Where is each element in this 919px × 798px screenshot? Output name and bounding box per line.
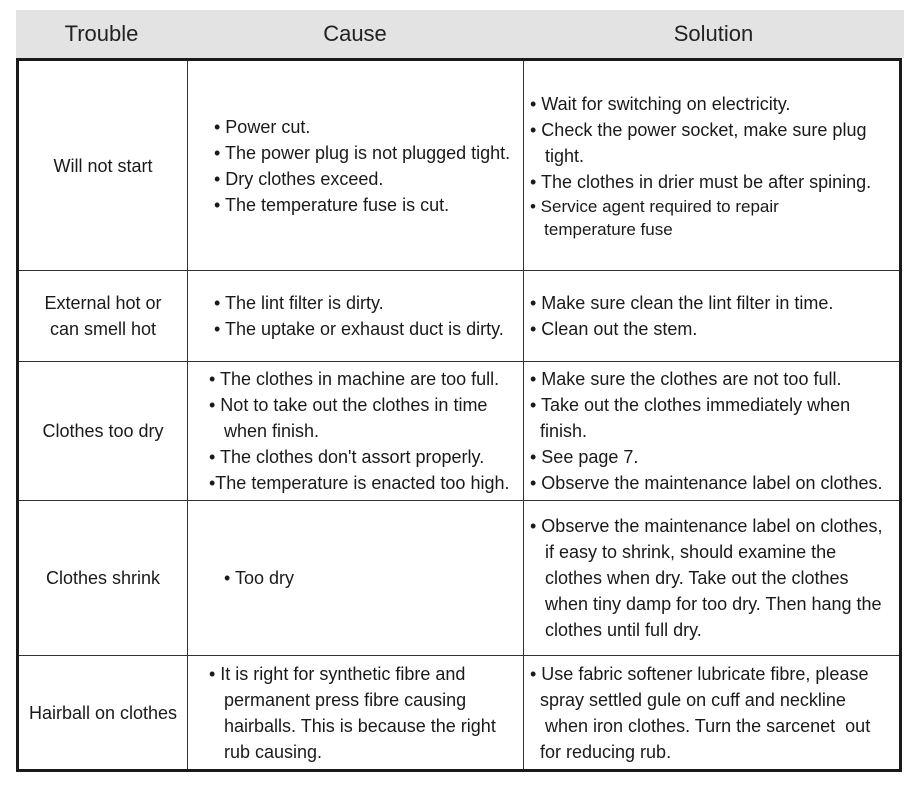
solution-item: • Take out the clothes immediately when [530,395,851,415]
solution-item: • Make sure clean the lint filter in time. [530,293,834,313]
cause-item: • The clothes don't assort properly. [209,447,485,467]
solution-item: • Wait for switching on electricity. [530,93,791,114]
solution-item: • Check the power socket, make sure plug [530,119,867,140]
header-trouble: Trouble [64,21,139,46]
column-divider [523,61,524,769]
cause-cell [209,656,519,769]
solution-item: tight. [530,145,585,166]
cause-item: • Dry clothes exceed. [214,168,384,189]
solution-item: • See page 7. [530,447,639,467]
cause-item: •The temperature is enacted too high. [209,473,510,493]
solution-cell [530,61,902,270]
column-divider [187,61,188,769]
cause-item: • Too dry [224,568,295,588]
solution-item: temperature fuse [530,219,673,239]
cause-item: rub causing. [209,741,323,762]
solution-item: • Use fabric softener lubricate fibre, please [530,663,869,684]
header-cause: Cause [323,21,387,46]
cause-item: • The lint filter is dirty. [214,293,384,313]
cause-item: • The power plug is not plugged tight. [214,142,511,163]
cause-cell [214,271,519,361]
trouble-cell: Hairball on clothes [28,702,178,723]
trouble-cell: Clothes too dry [42,421,164,441]
solution-item: • Service agent required to repair [530,196,779,216]
solution-cell [530,271,902,361]
solution-item: • Observe the maintenance label on clothes, [530,516,883,536]
solution-item: clothes when dry. Take out the clothes [530,568,849,588]
table-header [16,10,904,58]
cause-item: • Not to take out the clothes in time [209,395,488,415]
solution-item: • Clean out the stem. [530,319,698,339]
trouble-cell-line: External hot or [44,293,162,313]
solution-item: when tiny damp for too dry. Then hang the [530,594,882,614]
cause-item: hairballs. This is because the right [209,715,496,736]
solution-item: clothes until full dry. [530,620,702,640]
cause-item: • The temperature fuse is cut. [214,194,450,215]
cause-cell [224,501,519,655]
table-row [19,271,187,361]
trouble-cell-line: can smell hot [49,319,157,339]
table-row [19,501,187,655]
solution-cell [530,362,902,500]
solution-cell [530,656,902,769]
solution-item: • Observe the maintenance label on clothes. [530,473,883,493]
cause-item: when finish. [209,421,320,441]
solution-item: for reducing rub. [530,741,672,762]
solution-item: if easy to shrink, should examine the [530,542,837,562]
table-row [19,656,187,769]
solution-item: • The clothes in drier must be after spining. [530,171,872,192]
cause-item: • Power cut. [214,116,311,137]
cause-item: permanent press fibre causing [209,689,467,710]
solution-item: finish. [530,421,588,441]
solution-item: spray settled gule on cuff and neckline [530,689,846,710]
solution-item: • Make sure the clothes are not too full. [530,369,842,389]
solution-cell [530,501,902,655]
table-body [16,58,902,772]
cause-cell [209,362,519,500]
cause-cell [214,61,519,270]
trouble-cell: Clothes shrink [45,568,161,588]
cause-item: • The clothes in machine are too full. [209,369,500,389]
trouble-cell: Will not start [53,155,153,176]
solution-item: when iron clothes. Turn the sarcenet out [530,715,871,736]
table-row [19,61,187,270]
cause-item: • It is right for synthetic fibre and [209,663,466,684]
table-row [19,362,187,500]
cause-item: • The uptake or exhaust duct is dirty. [214,319,504,339]
header-solution: Solution [673,21,754,46]
